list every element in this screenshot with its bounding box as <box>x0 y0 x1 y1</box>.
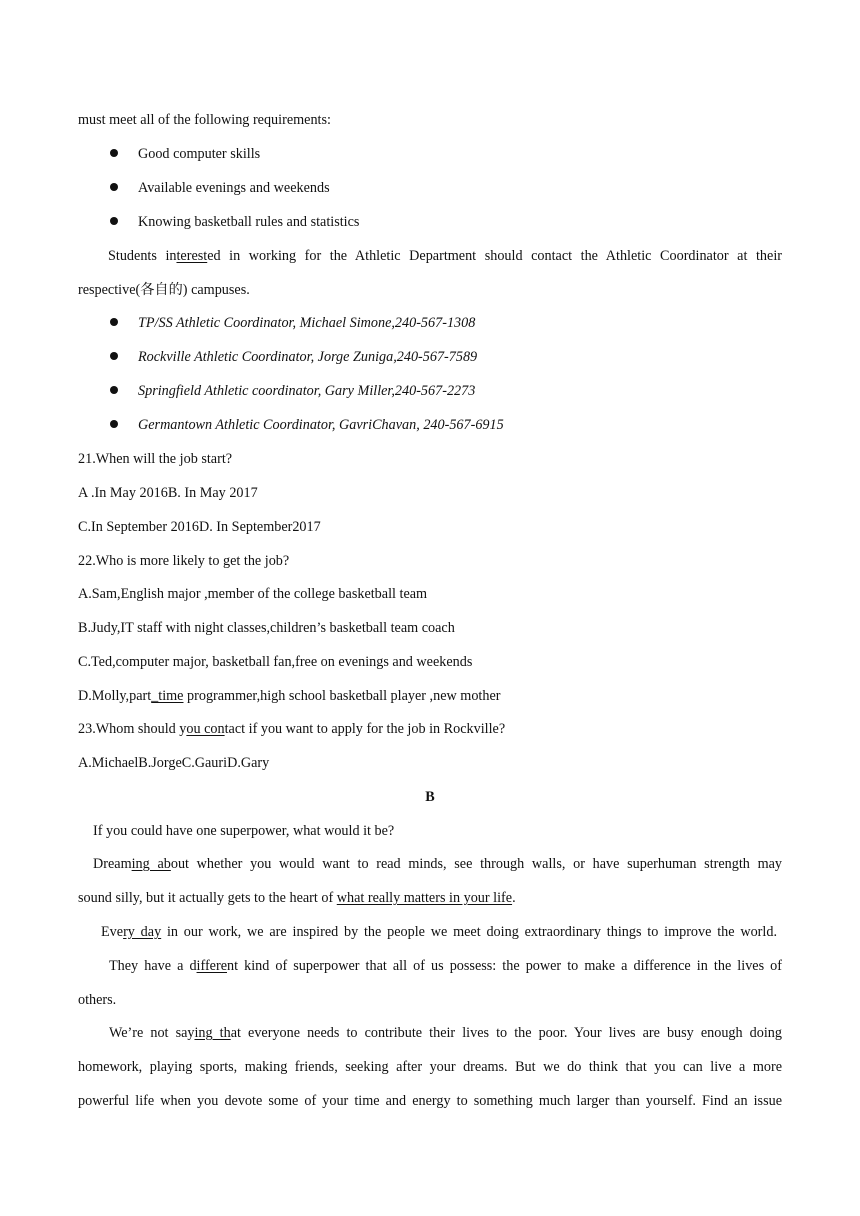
passage-paragraph-2-line-1: Dreaming about whether you would want to read minds, see through walls, or have superhuman strength may <box>93 856 783 872</box>
question-22-option-a: A.Sam,English major ,member of the college basketball team <box>78 586 428 602</box>
question-21-options-2: C.In September 2016D. In September2017 <box>78 519 321 535</box>
passage-paragraph-3: Every day in our work, we are inspired by the people we meet doing extraordinary things to improve the world. <box>101 924 777 940</box>
passage-paragraph-5-line-3: powerful life when you devote some of your time and energy to something much larger than yourself. Find an issue <box>78 1093 782 1109</box>
question-23-options: A.MichaelB.JorgeC.GauriD.Gary <box>78 755 270 771</box>
passage-paragraph-4-line-1: They have a different kind of superpower that all of us possess: the power to make a difference in the lives of <box>109 958 782 974</box>
question-21: 21.When will the job start? <box>78 451 233 467</box>
question-22-option-d: D.Molly,part_time programmer,high school basketball player ,new mother <box>78 688 501 704</box>
bullet-icon <box>110 386 118 394</box>
coordinator-item: Rockville Athletic Coordinator, Jorge Zuniga,240-567-7589 <box>138 349 478 365</box>
requirement-item: Knowing basketball rules and statistics <box>138 214 360 230</box>
requirement-item: Available evenings and weekends <box>138 180 330 196</box>
bullet-icon <box>110 318 118 326</box>
question-22-option-b: B.Judy,IT staff with night classes,children’s basketball team coach <box>78 620 455 636</box>
contact-paragraph-line-2: respective(各自的) campuses. <box>78 282 250 298</box>
coordinator-item: Springfield Athletic coordinator, Gary Miller,240-567-2273 <box>138 383 476 399</box>
coordinator-item: TP/SS Athletic Coordinator, Michael Simone,240-567-1308 <box>138 315 476 331</box>
bullet-icon <box>110 420 118 428</box>
intro-text: must meet all of the following requirements: <box>78 112 331 128</box>
question-22-option-c: C.Ted,computer major, basketball fan,free on evenings and weekends <box>78 654 473 670</box>
passage-paragraph-1: If you could have one superpower, what would it be? <box>93 823 395 839</box>
coordinator-item: Germantown Athletic Coordinator, GavriChavan, 240-567-6915 <box>138 417 504 433</box>
passage-paragraph-2-line-2: sound silly, but it actually gets to the heart of what really matters in your life. <box>78 890 516 906</box>
bullet-icon <box>110 183 118 191</box>
question-23: 23.Whom should you contact if you want to apply for the job in Rockville? <box>78 721 506 737</box>
section-heading: B <box>425 789 435 805</box>
requirement-item: Good computer skills <box>138 146 261 162</box>
passage-paragraph-4-line-2: others. <box>78 992 117 1008</box>
bullet-icon <box>110 352 118 360</box>
contact-paragraph-line-1: Students interested in working for the Athletic Department should contact the Athletic Coordinator at their <box>108 248 782 264</box>
bullet-icon <box>110 217 118 225</box>
question-22: 22.Who is more likely to get the job? <box>78 553 290 569</box>
bullet-icon <box>110 149 118 157</box>
question-21-options-1: A .In May 2016B. In May 2017 <box>78 485 258 501</box>
passage-paragraph-5-line-1: We’re not saying that everyone needs to contribute their lives to the poor. Your lives are busy enough doing <box>109 1025 782 1041</box>
passage-paragraph-5-line-2: homework, playing sports, making friends, seeking after your dreams. But we do think that you can live a more <box>78 1059 782 1075</box>
